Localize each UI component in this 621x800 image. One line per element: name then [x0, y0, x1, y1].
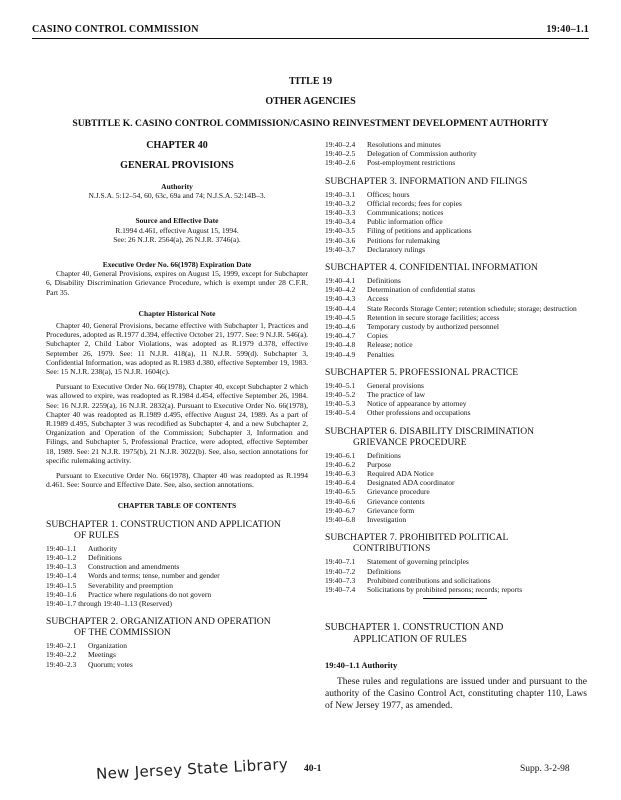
toc-subchapter-6-list	[325, 451, 587, 525]
toc-subchapter-2-line-2: OF THE COMMISSION	[74, 627, 171, 639]
toc-subchapter-4: SUBCHAPTER 4. CONFIDENTIAL INFORMATION	[325, 262, 538, 274]
toc-entry[interactable]: 19:40–6.2 Purpose	[325, 459, 392, 469]
toc-entry[interactable]: 19:40–6.3 Required ADA Notice	[325, 469, 434, 479]
toc-entry[interactable]: 19:40–4.4 State Records Storage Center; retention schedule; storage; destruction	[325, 303, 577, 313]
toc-entry[interactable]: 19:40–3.7 Declaratory rulings	[325, 244, 426, 254]
right-column	[325, 140, 587, 594]
toc-entry[interactable]: 19:40–6.4 Designated ADA coordinator	[325, 478, 455, 488]
toc-entry[interactable]: 19:40–5.4 Other professions and occupations	[325, 408, 471, 418]
toc-subchapter-2-list	[46, 641, 308, 669]
toc-entry[interactable]: 19:40–3.4 Public information office	[325, 217, 443, 227]
body-section	[325, 622, 587, 712]
body-subchapter-heading	[325, 622, 587, 646]
toc-entry[interactable]: 19:40–6.6 Grievance contents	[325, 496, 425, 506]
toc-subchapter-5: SUBCHAPTER 5. PROFESSIONAL PRACTICE	[325, 366, 519, 378]
toc-subchapter-6-line-2: GRIEVANCE PROCEDURE	[353, 436, 467, 448]
toc-subchapter-2-line-1: SUBCHAPTER 2. ORGANIZATION AND OPERATION	[46, 616, 271, 628]
toc-subchapter-3: SUBCHAPTER 3. INFORMATION AND FILINGS	[325, 175, 528, 187]
toc-entry[interactable]: 19:40–1.3 Construction and amendments	[46, 562, 180, 572]
toc-entry[interactable]: 19:40–6.5 Grievance procedure	[325, 487, 430, 497]
toc-entry[interactable]: 19:40–4.1 Definitions	[325, 276, 401, 286]
source-line-1: R.1994 d.461, effective August 15, 1994.	[115, 225, 239, 235]
toc-entry[interactable]: 19:40–4.9 Penalties	[325, 349, 395, 359]
toc-subchapter-1-line-1: SUBCHAPTER 1. CONSTRUCTION AND APPLICATION	[46, 518, 281, 530]
historical-note-heading: Chapter Historical Note	[138, 308, 216, 318]
toc-entry[interactable]: 19:40–4.7 Copies	[325, 331, 388, 341]
left-column	[46, 140, 308, 669]
toc-subchapter-1-line-2: OF RULES	[74, 529, 120, 541]
toc-subchapter-3-list	[325, 190, 587, 254]
toc-entry[interactable]: 19:40–1.1 Authority	[46, 543, 118, 553]
toc-entry[interactable]: 19:40–6.1 Definitions	[325, 450, 401, 460]
toc-entry[interactable]: 19:40–6.7 Grievance form	[325, 505, 415, 515]
title-other-agencies: OTHER AGENCIES	[265, 96, 356, 107]
toc-subchapter-2-continued	[325, 140, 587, 168]
source-line-2: See: 26 N.J.R. 2564(a), 26 N.J.R. 3746(a).	[113, 234, 241, 244]
chapter-number: CHAPTER 40	[146, 140, 208, 151]
chapter-name: GENERAL PROVISIONS	[120, 160, 234, 171]
toc-subchapter-6	[325, 426, 587, 448]
toc-subchapter-7-list	[325, 557, 587, 594]
toc-entry[interactable]: 19:40–4.8 Release; notice	[325, 340, 413, 350]
toc-entry[interactable]: 19:40–1.5 Severability and preemption	[46, 580, 173, 590]
historical-note-para-3: Pursuant to Executive Order No. 66(1978), Chapter 40 was readopted as R.1994 d.461. See: Source and Effective Date. See, also, section annotations.	[46, 471, 308, 490]
toc-entry[interactable]: 19:40–3.1 Offices; hours	[325, 189, 410, 199]
toc-subchapter-7-line-1: SUBCHAPTER 7. PROHIBITED POLITICAL	[325, 532, 509, 544]
header-section-number: 19:40–1.1	[546, 24, 589, 35]
toc-subchapter-6-line-1: SUBCHAPTER 6. DISABILITY DISCRIMINATION	[325, 425, 535, 437]
toc-entry[interactable]: 19:40–4.6 Temporary custody by authorized personnel	[325, 322, 499, 332]
toc-entry[interactable]: 19:40–4.2 Determination of confidential status	[325, 285, 476, 295]
toc-entry[interactable]: 19:40–1.6 Practice where regulations do not govern	[46, 589, 212, 599]
toc-subchapter-2	[46, 616, 308, 638]
section-divider	[423, 598, 487, 599]
body-subchapter-line-2: APPLICATION OF RULES	[353, 634, 467, 645]
executive-order-text: Chapter 40, General Provisions, expires on August 15, 1999, except for Subchapter 6, Disability Discrimination Grievance Procedure, which is exempt under 28 C.F.R. Part 35.	[46, 269, 308, 297]
toc-heading: CHAPTER TABLE OF CONTENTS	[117, 501, 237, 511]
toc-entry-reserved[interactable]: 19:40–1.7 through 19:40–1.13 (Reserved)	[46, 598, 173, 608]
toc-subchapter-7	[325, 532, 587, 554]
toc-entry[interactable]: 19:40–2.5 Delegation of Commission authority	[325, 149, 477, 159]
toc-entry[interactable]: 19:40–3.6 Petitions for rulemaking	[325, 235, 440, 245]
authority-heading: Authority	[161, 182, 193, 191]
title-number: TITLE 19	[288, 76, 333, 87]
library-stamp: New Jersey State Library	[95, 754, 289, 784]
header-agency: CASINO CONTROL COMMISSION	[32, 24, 199, 35]
page-number: 40-1	[304, 764, 322, 774]
toc-entry[interactable]: 19:40–4.3 Access	[325, 294, 389, 304]
toc-entry[interactable]: 19:40–2.6 Post-employment restrictions	[325, 158, 456, 168]
toc-entry[interactable]: 19:40–7.3 Prohibited contributions and solicitations	[325, 575, 491, 585]
executive-order-heading: Executive Order No. 66(1978) Expiration Date	[102, 260, 252, 270]
body-subchapter-line-1: SUBCHAPTER 1. CONSTRUCTION AND	[325, 622, 504, 633]
toc-entry[interactable]: 19:40–3.5 Filing of petitions and applications	[325, 226, 472, 236]
toc-subchapter-7-line-2: CONTRIBUTIONS	[353, 543, 431, 555]
subtitle: SUBTITLE K. CASINO CONTROL COMMISSION/CASINO REINVESTMENT DEVELOPMENT AUTHORITY	[72, 118, 549, 129]
header-rule	[32, 38, 589, 39]
section-title-authority: 19:40–1.1 Authority	[325, 660, 398, 670]
toc-entry[interactable]: 19:40–3.3 Communications; notices	[325, 208, 444, 218]
toc-entry[interactable]: 19:40–7.1 Statement of governing principles	[325, 557, 469, 567]
toc-entry[interactable]: 19:40–7.4 Solicitations by prohibited persons; records; reports	[325, 584, 523, 594]
historical-note-para-2: Pursuant to Executive Order No. 66(1978), Chapter 40, except Subchapter 2 which was allowed to expire, was readopted as R.1984 d.454, effective September 26, 1984. See: 16 N.J.R. 2259(a), 16 N.J.R. 2832(a). Pursuant to Executive Order No. 66(1978), Chapter 40 was readopted as R.1989 d.495, effective August 24, 1989. As a part of R.1989 d.495, Subchapter 3 was recodified as Subchapter 4, and a new Subchapter 2, Organization and Operation of the Commission; Subchapter 3, Information and Filings, and Subchapter 5, Professional Practice, were adopted, effective September 18, 1989. See: 21 N.J.R. 1975(b), 21 N.J.R. 3022(b). See, also, section annotations for specific rulemaking activity.	[46, 382, 308, 465]
supplement-date: Supp. 3-2-98	[520, 764, 570, 774]
toc-subchapter-4-list	[325, 276, 587, 359]
toc-entry[interactable]: 19:40–2.2 Meetings	[46, 650, 116, 660]
toc-subchapter-5-list	[325, 381, 587, 418]
toc-entry[interactable]: 19:40–1.4 Words and terms; tense, number and gender	[46, 571, 220, 581]
toc-entry[interactable]: 19:40–3.2 Official records; fees for copies	[325, 198, 462, 208]
toc-entry[interactable]: 19:40–4.5 Retention in secure storage facilities; access	[325, 312, 500, 322]
source-heading: Source and Effective Date	[135, 216, 219, 226]
toc-entry[interactable]: 19:40–6.8 Investigation	[325, 515, 407, 525]
toc-entry[interactable]: 19:40–5.1 General provisions	[325, 380, 424, 390]
toc-entry[interactable]: 19:40–2.4 Resolutions and minutes	[325, 140, 441, 149]
toc-entry[interactable]: 19:40–7.2 Definitions	[325, 566, 401, 576]
toc-subchapter-1	[46, 519, 308, 541]
toc-entry[interactable]: 19:40–5.2 The practice of law	[325, 390, 426, 400]
toc-entry[interactable]: 19:40–2.1 Organization	[46, 641, 128, 651]
toc-entry[interactable]: 19:40–5.3 Notice of appearance by attorney	[325, 399, 467, 409]
historical-note-para-1: Chapter 40, General Provisions, became effective with Subchapter 1, Practices and Procedures, adopted as R.1977 d.394, effective October 21, 1977. See: 9 N.J.R. 546(a). Subchapter 2, Child Labor Violations, was adopted as R.1979 d.378, effective September 26, 1979. See: 11 N.J.R. 418(a), 11 N.J.R. 599(d). Subchapter 3, Confidential Information, was adopted as R.1983 d.380, effective September 19, 1983. See: 15 N.J.R. 238(a), 15 N.J.R. 1604(c).	[46, 321, 308, 377]
section-body-authority: These rules and regulations are issued under and pursuant to the authority of the Casino Control Act, constituting chapter 110, Laws of New Jersey 1977, as amended.	[325, 677, 587, 711]
authority-text: N.J.S.A. 5:12–54, 60, 63c, 69a and 74; N.J.S.A. 52:14B–3.	[88, 191, 266, 201]
toc-entry[interactable]: 19:40–1.2 Definitions	[46, 552, 122, 562]
toc-subchapter-1-list	[46, 544, 308, 608]
toc-entry[interactable]: 19:40–2.3 Quorum; votes	[46, 659, 133, 669]
